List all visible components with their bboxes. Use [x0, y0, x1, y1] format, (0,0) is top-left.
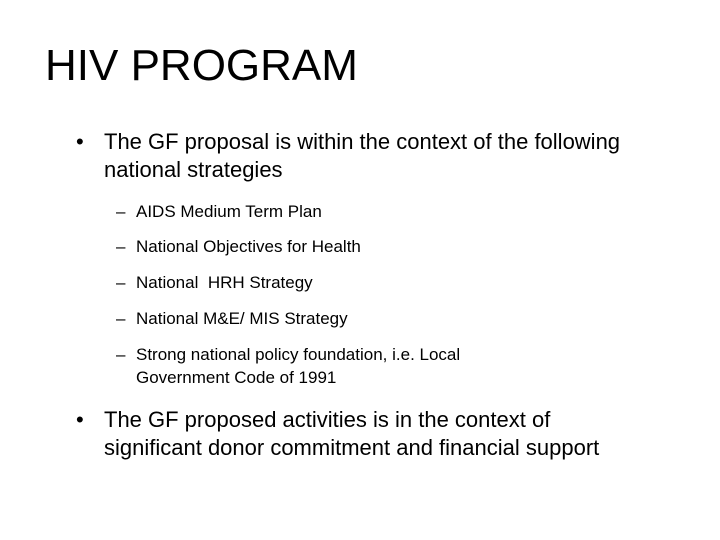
- bullet-text: The GF proposed activities is in the context of significant donor commitment and financial support: [104, 407, 600, 460]
- dash-marker: –: [116, 202, 126, 221]
- sub-bullet-text: National M&E/ MIS Strategy: [136, 309, 348, 328]
- dash-marker: –: [116, 273, 126, 292]
- sub-bullet-item-3: [116, 271, 576, 294]
- dash-marker: –: [116, 309, 126, 328]
- bullet-item-2: [76, 406, 604, 462]
- bullet-marker: •: [76, 407, 84, 432]
- bullet-text: The GF proposal is within the context of the following national strategies: [104, 129, 621, 182]
- dash-marker: –: [116, 237, 126, 256]
- bullet-item-1: [76, 128, 624, 184]
- dash-marker: –: [116, 345, 126, 364]
- sub-bullet-item-5: [116, 343, 536, 389]
- sub-bullet-text: Strong national policy foundation, i.e. Local Government Code of 1991: [136, 345, 461, 387]
- sub-bullet-text: AIDS Medium Term Plan: [136, 202, 322, 221]
- sub-bullet-text: National HRH Strategy: [136, 273, 313, 292]
- bullet-marker: •: [76, 129, 84, 154]
- sub-bullet-text: National Objectives for Health: [136, 237, 361, 256]
- sub-bullet-item-4: [116, 307, 576, 330]
- sub-bullet-item-1: [116, 200, 576, 223]
- slide-title: HIV PROGRAM: [45, 41, 358, 90]
- sub-bullet-item-2: [116, 235, 576, 258]
